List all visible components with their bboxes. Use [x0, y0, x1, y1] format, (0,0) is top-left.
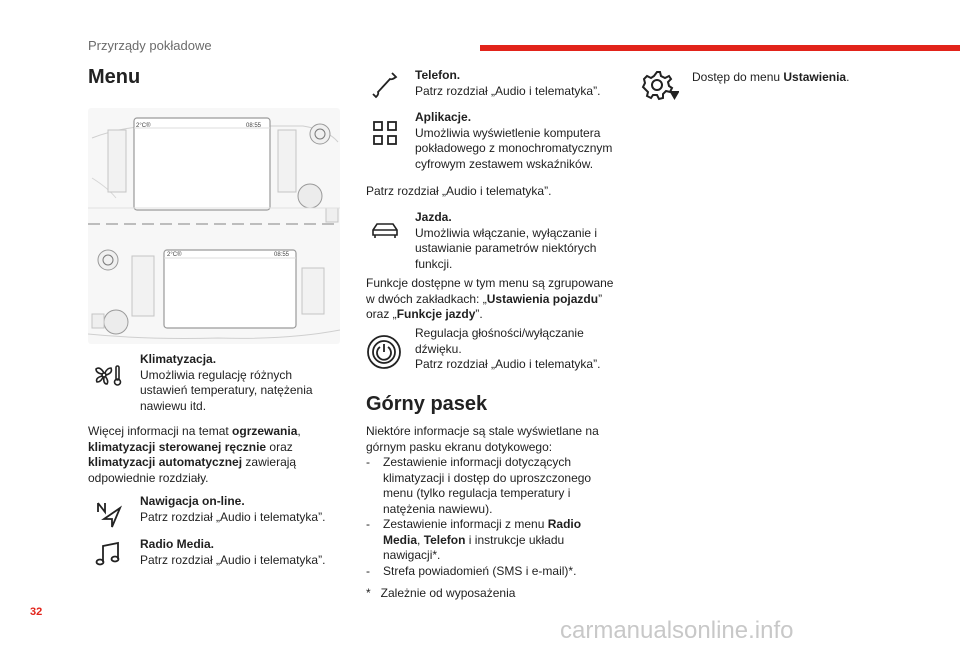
footnote: * Zależnie od wyposażenia — [366, 586, 516, 600]
klimatyzacja-title: Klimatyzacja. — [140, 352, 217, 366]
navigation-icon — [94, 500, 124, 530]
radio-block — [140, 537, 350, 568]
klimatyzacja-block — [140, 352, 340, 414]
glosnosc-block — [415, 326, 625, 373]
jazda-title: Jazda. — [415, 210, 452, 224]
telefon-block — [415, 68, 625, 99]
ustawienia-text: Dostęp do menu Ustawienia. — [692, 70, 850, 84]
phone-icon — [370, 70, 400, 100]
top-screen-temp: 2°C® — [136, 123, 151, 129]
menu-heading: Menu — [88, 66, 141, 88]
gorny-pasek-list — [366, 455, 616, 579]
list-item: - Strefa powiadomień (SMS i e-mail)*. — [366, 564, 616, 580]
radio-desc: Patrz rozdział „Audio i telematyka”. — [140, 552, 326, 567]
nawigacja-desc: Patrz rozdział „Audio i telematyka”. — [140, 509, 326, 524]
settings-gear-icon — [641, 68, 679, 102]
funkcje-paragraph: Funkcje dostępne w tym menu są zgrupowane w dwóch zakładkach: „Ustawienia pojazdu” oraz „Funkcje jazdy”. — [366, 276, 614, 321]
gorny-pasek-intro: Niektóre informacje są stale wyświetlane na górnym pasku ekranu dotykowego: — [366, 424, 599, 454]
watermark: carmanualsonline.info — [560, 617, 794, 644]
jazda-block — [415, 210, 625, 272]
dashboard-drawing — [88, 108, 340, 344]
nawigacja-block — [140, 494, 350, 525]
climate-fan-icon — [92, 360, 122, 390]
list-item: - Zestawienie informacji dotyczących klimatyzacji i dostęp do uproszczonego menu (tylko regulacja temperatury i natężenia nawiewu). — [366, 455, 616, 517]
bottom-screen-time: 08:55 — [274, 252, 290, 258]
list-item: - Zestawienie informacji z menu Radio Media, Telefon i instrukcje układu nawigacji*. — [366, 517, 616, 564]
section-accent-bar — [480, 45, 960, 51]
telefon-title: Telefon. — [415, 68, 461, 82]
top-screen-time: 08:55 — [246, 123, 262, 129]
aplikacje-title: Aplikacje. — [415, 110, 472, 124]
klimatyzacja-desc: Umożliwia regulację różnych ustawień temperatury, natężenia nawiewu itd. — [140, 367, 313, 413]
power-volume-icon — [366, 334, 402, 370]
music-note-icon — [94, 540, 124, 570]
gorny-pasek-heading: Górny pasek — [366, 393, 488, 415]
dashboard-illustration — [88, 108, 340, 344]
section-title: Przyrządy pokładowe — [88, 38, 212, 53]
wiecej-paragraph: Więcej informacji na temat ogrzewania, klimatyzacji sterowanej ręcznie oraz klimatyzacji automatycznej zawierają odpowiednie rozdziały. — [88, 424, 301, 485]
glosnosc-desc: Regulacja głośności/wyłączanie dźwięku. — [415, 326, 584, 356]
glosnosc-ref: Patrz rozdział „Audio i telematyka”. — [415, 357, 601, 371]
car-icon — [370, 216, 400, 246]
telefon-desc: Patrz rozdział „Audio i telematyka”. — [415, 83, 601, 98]
bottom-screen-temp: 2°C® — [167, 252, 182, 258]
page-number: 32 — [30, 606, 43, 618]
patrz-rozdzial: Patrz rozdział „Audio i telematyka”. — [366, 184, 552, 198]
nawigacja-title: Nawigacja on-line. — [140, 494, 245, 508]
apps-grid-icon — [370, 118, 400, 148]
radio-title: Radio Media. — [140, 537, 215, 551]
jazda-desc: Umożliwia włączanie, wyłączanie i ustawianie parametrów niektórych funkcji. — [415, 225, 598, 271]
aplikacje-block — [415, 110, 630, 172]
aplikacje-desc: Umożliwia wyświetlenie komputera pokładowego z monochromatycznym cyfrowym zestawem wskaźników. — [415, 125, 613, 171]
